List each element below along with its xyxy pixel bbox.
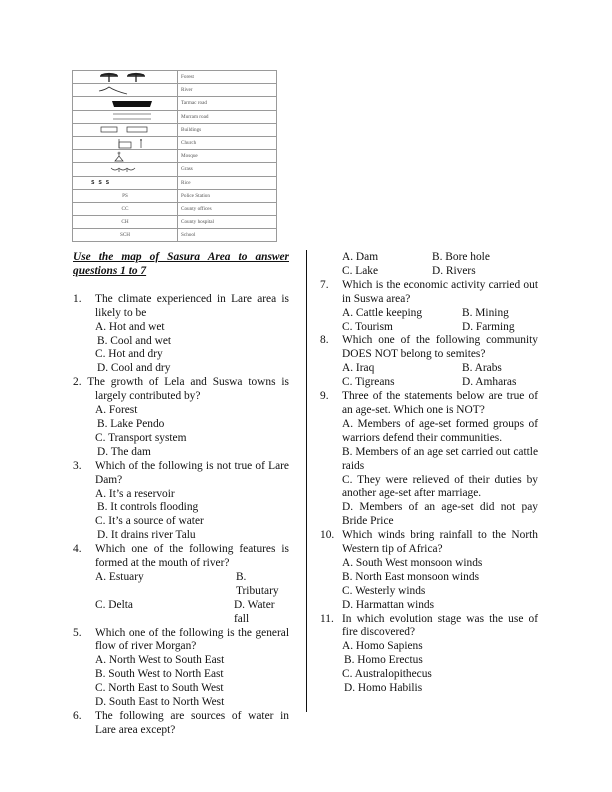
key-row [73, 163, 277, 176]
option: B. Mining [462, 306, 509, 319]
option: B. Lake Pendo [97, 417, 165, 430]
rice-symbol: S S S [73, 176, 178, 189]
key-row [73, 202, 277, 215]
option: B. Bore hole [432, 251, 490, 263]
option: B. Cool and wet [97, 334, 172, 347]
county-offices-symbol: CC [73, 202, 178, 215]
forest-icon [95, 72, 155, 83]
option: A. North West to South East [95, 654, 225, 667]
right-column [320, 251, 538, 696]
question-number: 3. [73, 459, 82, 472]
question-8 [320, 334, 538, 390]
question-stem-continued: largely contributed by? [95, 390, 201, 403]
key-row [73, 97, 277, 110]
option: B. It controls flooding [97, 501, 199, 514]
question-number: 11. [320, 612, 334, 625]
question-number: 8. [320, 334, 329, 347]
question-7 [320, 279, 538, 335]
murram-road-icon [95, 111, 155, 122]
key-label: School [178, 229, 277, 242]
key-row [73, 123, 277, 136]
key-label: Mosque [178, 150, 277, 163]
option: C. Australopithecus [342, 668, 432, 681]
option: D. Rivers [432, 264, 476, 277]
question-stem: Which one of the following is the general flow of river Morgan? [95, 626, 289, 653]
key-label: Tarmac road [178, 97, 277, 110]
key-label: Buildings [178, 123, 277, 136]
question-number: 9. [320, 390, 329, 403]
school-symbol: SCH [73, 229, 178, 242]
option: A. It’s a reservoir [95, 487, 175, 500]
key-row [73, 136, 277, 149]
key-label: County hospital [178, 216, 277, 229]
question-4 [73, 543, 289, 626]
option: D. Farming [462, 320, 515, 333]
option: D. Members of an age-set did not pay Bride Price [342, 501, 538, 528]
river-icon [95, 85, 155, 96]
option: D. Amharas [462, 376, 517, 389]
key-label: County offices [178, 202, 277, 215]
key-label: Forest [178, 71, 277, 84]
grass-icon [95, 164, 155, 175]
option: A. South West monsoon winds [342, 556, 483, 569]
question-2 [73, 376, 289, 459]
column-divider [306, 250, 307, 712]
key-row [73, 176, 277, 189]
option: A. Hot and wet [95, 320, 165, 333]
police-station-symbol: PS [73, 189, 178, 202]
option: D. Harmattan winds [342, 598, 435, 611]
question-stem: Which one of the following community DOES NOT belong to semites? [342, 334, 538, 361]
option: A. Estuary [95, 570, 144, 583]
question-number: 2. [73, 376, 82, 389]
question-6 [73, 710, 289, 738]
key-label: Murram road [178, 110, 277, 123]
option: D. Water fall [233, 598, 275, 625]
instruction-heading: Use the map of Sasura Area to answer questions 1 to 7 [73, 251, 289, 277]
question-11 [320, 613, 538, 696]
question-6-options [320, 251, 538, 279]
option: D. Homo Habilis [344, 682, 423, 695]
key-label: River [178, 84, 277, 97]
question-10 [320, 529, 538, 612]
question-number: 6. [73, 710, 82, 722]
question-stem: Which winds bring rainfall to the North Western tip of Africa? [342, 529, 538, 556]
option: D. It drains river Talu [97, 529, 196, 542]
option: A. Homo Sapiens [342, 640, 423, 653]
option: C. Tourism [342, 320, 393, 333]
key-label: Police Station [178, 189, 277, 202]
question-stem: The following are sources of water in Lare area except? [95, 710, 289, 736]
option: C. Lake [342, 264, 379, 277]
key-label: Grass [178, 163, 277, 176]
option: D. Cool and dry [97, 362, 171, 375]
question-number: 7. [320, 278, 329, 291]
question-number: 4. [73, 543, 82, 556]
option: C. Delta [95, 598, 133, 611]
map-key-table [72, 70, 277, 242]
question-stem: Three of the statements below are true of an age-set. Which one is NOT? [342, 390, 538, 416]
option: D. The dam [97, 445, 151, 458]
question-stem: In which evolution stage was the use of fire discovered? [342, 612, 538, 639]
option: D. South East to North West [95, 696, 225, 709]
option: B. Members of an age set carried out cattle raids [342, 445, 538, 472]
key-label: Church [178, 136, 277, 149]
option: A. Iraq [342, 362, 375, 375]
question-stem: Which of the following is not true of Lare Dam? [95, 459, 289, 486]
question-3 [73, 460, 289, 543]
key-row [73, 71, 277, 84]
key-row [73, 110, 277, 123]
key-row [73, 84, 277, 97]
question-number: 1. [73, 292, 82, 305]
question-number: 10. [320, 529, 335, 542]
county-hospital-symbol: CH [73, 216, 178, 229]
key-row [73, 189, 277, 202]
question-stem: Which one of the following features is formed at the mouth of river? [95, 543, 289, 570]
question-stem: The climate experienced in Lare area is likely to be [95, 292, 289, 319]
question-9 [320, 390, 538, 529]
option: C. They were relieved of their duties by another age-set after marriage. [342, 473, 538, 500]
key-row [73, 229, 277, 242]
option: C. It’s a source of water [95, 515, 204, 528]
church-icon [95, 138, 155, 149]
buildings-icon [95, 124, 155, 135]
option: C. North East to South West [95, 682, 224, 695]
key-row [73, 150, 277, 163]
option: B. South West to North East [95, 668, 224, 681]
key-label: Rice [178, 176, 277, 189]
option: C. Hot and dry [95, 348, 163, 361]
mosque-icon [95, 151, 155, 162]
option: A. Forest [95, 404, 138, 417]
question-1 [73, 293, 289, 376]
question-stem: The growth of Lela and Suswa towns is [87, 376, 289, 389]
option: B. Arabs [462, 362, 502, 375]
option: A. Dam [342, 251, 379, 263]
option: B. North East monsoon winds [342, 570, 480, 583]
option: B. Tributary [235, 570, 279, 597]
question-stem: Which is the economic activity carried out in Suswa area? [342, 278, 538, 305]
option: C. Westerly winds [342, 584, 426, 597]
question-5 [73, 627, 289, 710]
option: C. Tigreans [342, 376, 395, 389]
option: A. Cattle keeping [342, 306, 423, 319]
key-row [73, 216, 277, 229]
question-number: 5. [73, 626, 82, 639]
left-column [73, 251, 289, 738]
option: B. Homo Erectus [344, 654, 423, 667]
option: C. Transport system [95, 431, 187, 444]
option: A. Members of age-set formed groups of warriors defend their communities. [342, 417, 538, 444]
tarmac-road-icon [95, 98, 155, 109]
